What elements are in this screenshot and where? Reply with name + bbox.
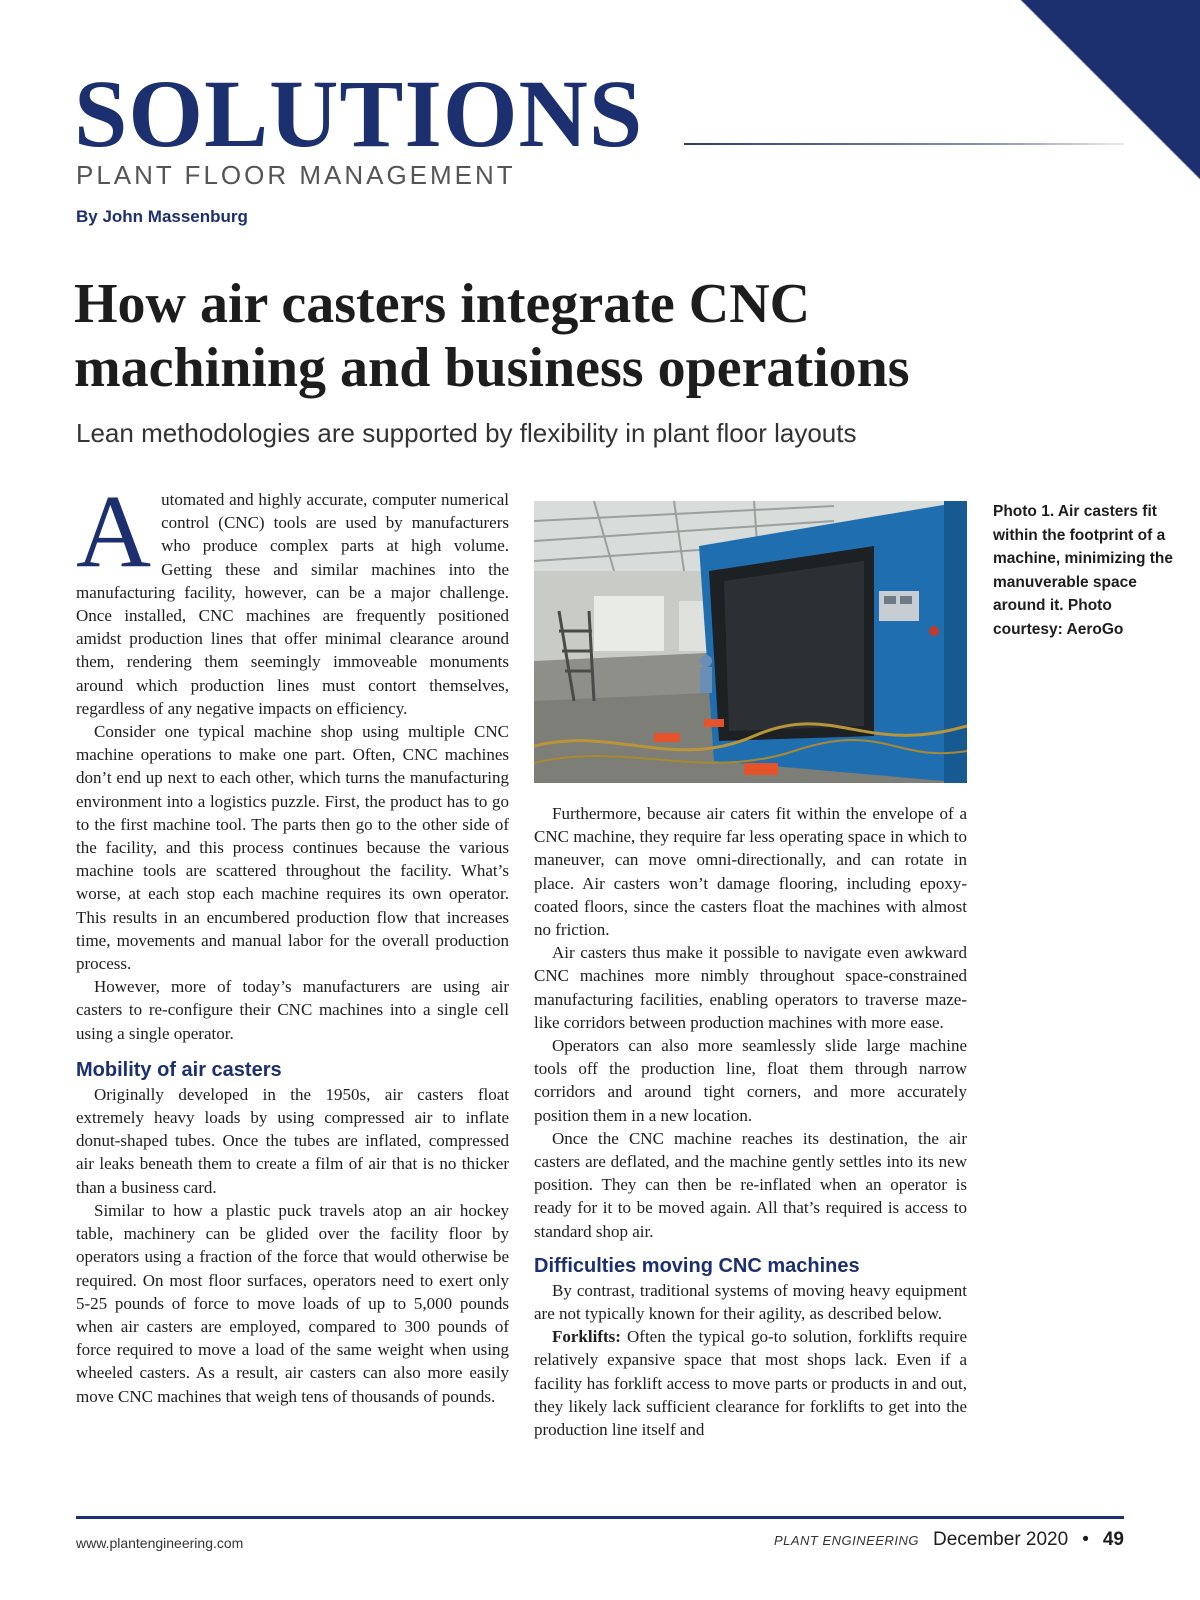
- factory-floor-illustration: [534, 501, 967, 783]
- footer-url[interactable]: www.plantengineering.com: [76, 1535, 244, 1551]
- article-column-2: [534, 802, 967, 1441]
- article-headline: How air casters integrate CNC machining and business operations: [74, 273, 910, 399]
- subhead-mobility: Mobility of air casters: [76, 1058, 282, 1081]
- footer-bullet: •: [1082, 1529, 1089, 1550]
- runin-forklifts: Forklifts:: [552, 1327, 621, 1347]
- paragraph: Originally developed in the 1950s, air casters float extremely heavy loads by using compressed air to inflate donut-shaped tubes. Once the tubes are inflated, compressed air leaks beneath them to create a film of air that is no thicker than a business card.: [76, 1084, 509, 1197]
- footer-folio: [774, 1529, 1124, 1551]
- paragraph: Consider one typical machine shop using multiple CNC machine operations to make one part. Often, CNC machines don’t end up next to each other, which turns the manufacturing environment into a logistics puzzle. First, the product has to go to the first machine tool. The parts then go to the other side of the facility, and this process continues because the various machine tools are scattered throughout the facility. What’s worse, at each stop each machine requires its own operator. This results in an encumbered production flow that increases time, movements and manual labor for the overall production process.: [76, 722, 509, 974]
- footer-magazine-name: PLANT ENGINEERING: [773, 1533, 919, 1548]
- footer-rule: [76, 1516, 1124, 1519]
- corner-accent-triangle: [1020, 0, 1200, 180]
- section-title-rule: [684, 143, 1124, 145]
- paragraph: Similar to how a plastic puck travels atop an air hockey table, machinery can be glided over the facility floor by operators using a fraction of the force that would otherwise be required. On most floor surfaces, operators need to exert only 5-25 pounds of force to move loads of up to 5,000 pounds when air casters are employed, compared to 300 pounds of force required to move a load of the same weight when using wheeled casters. As a result, air casters can also more easily move CNC machines that weigh tens of thousands of pounds.: [76, 1200, 509, 1406]
- page-number: 49: [1102, 1529, 1124, 1550]
- paragraph: Furthermore, because air caters fit within the envelope of a CNC machine, they require far less operating space in which to maneuver, can move omni-directionally, and can rotate in place. Air casters won’t damage flooring, including epoxy-coated floors, since the casters float the machines with almost no friction.: [534, 804, 967, 940]
- cnc-machine-photo: [534, 501, 967, 783]
- paragraph: Operators can also more seamlessly slide large machine tools off the production line, float them through narrow corridors and around tight corners, and more accurately position them in a new location.: [534, 1036, 967, 1125]
- paragraph: Air casters thus make it possible to navigate even awkward CNC machines more nimbly throughout space-constrained manufacturing facilities, enabling operators to traverse maze-like corridors between production machines with more ease.: [534, 943, 967, 1032]
- paragraph: [534, 1325, 967, 1441]
- photo-caption: Photo 1. Air casters fit within the footprint of a machine, minimizing the manuverable space around it. Photo courtesy: AeroGo: [993, 503, 1173, 638]
- paragraph-text: Often the typical go-to solution, forklifts require relatively expansive space that most shops lack. Even if a facility has forklift access to move parts or products in and out, they likely lack sufficient clearance for forklifts to get into the production line itself and: [534, 1327, 967, 1440]
- subhead-difficulties: Difficulties moving CNC machines: [534, 1254, 860, 1277]
- byline: By John Massenburg: [76, 207, 248, 226]
- section-subtitle: PLANT FLOOR MANAGEMENT: [76, 160, 516, 190]
- paragraph: By contrast, traditional systems of moving heavy equipment are not typically known for their agility, as described below.: [534, 1280, 967, 1324]
- paragraph-text: utomated and highly accurate, computer numerical control (CNC) tools are used by manufacturers who produce complex parts at high volume. Getting these and similar machines into the manufacturing facility, however, can be a major challenge. Once installed, CNC machines are frequently positioned amidst production lines that offer minimal clearance around them, rendering them seemingly immoveable monuments around which production lines must contort themselves, regardless of any negative impacts on efficiency.: [76, 490, 509, 718]
- paragraph: However, more of today’s manufacturers are using air casters to re-configure their CNC machines into a single cell using a single operator.: [76, 977, 509, 1043]
- drop-cap: A: [76, 474, 152, 589]
- article-deck: Lean methodologies are supported by flexibility in plant floor layouts: [76, 418, 857, 448]
- paragraph: [76, 474, 509, 720]
- paragraph: Once the CNC machine reaches its destination, the air casters are deflated, and the machine gently settles into its new position. They can then be re-inflated when an operator is ready for it to be moved again. All that’s required is access to standard shop air.: [534, 1128, 967, 1241]
- section-title: SOLUTIONS: [74, 60, 644, 167]
- footer-issue-date: December 2020: [933, 1529, 1069, 1550]
- article-column-1: [76, 474, 509, 1408]
